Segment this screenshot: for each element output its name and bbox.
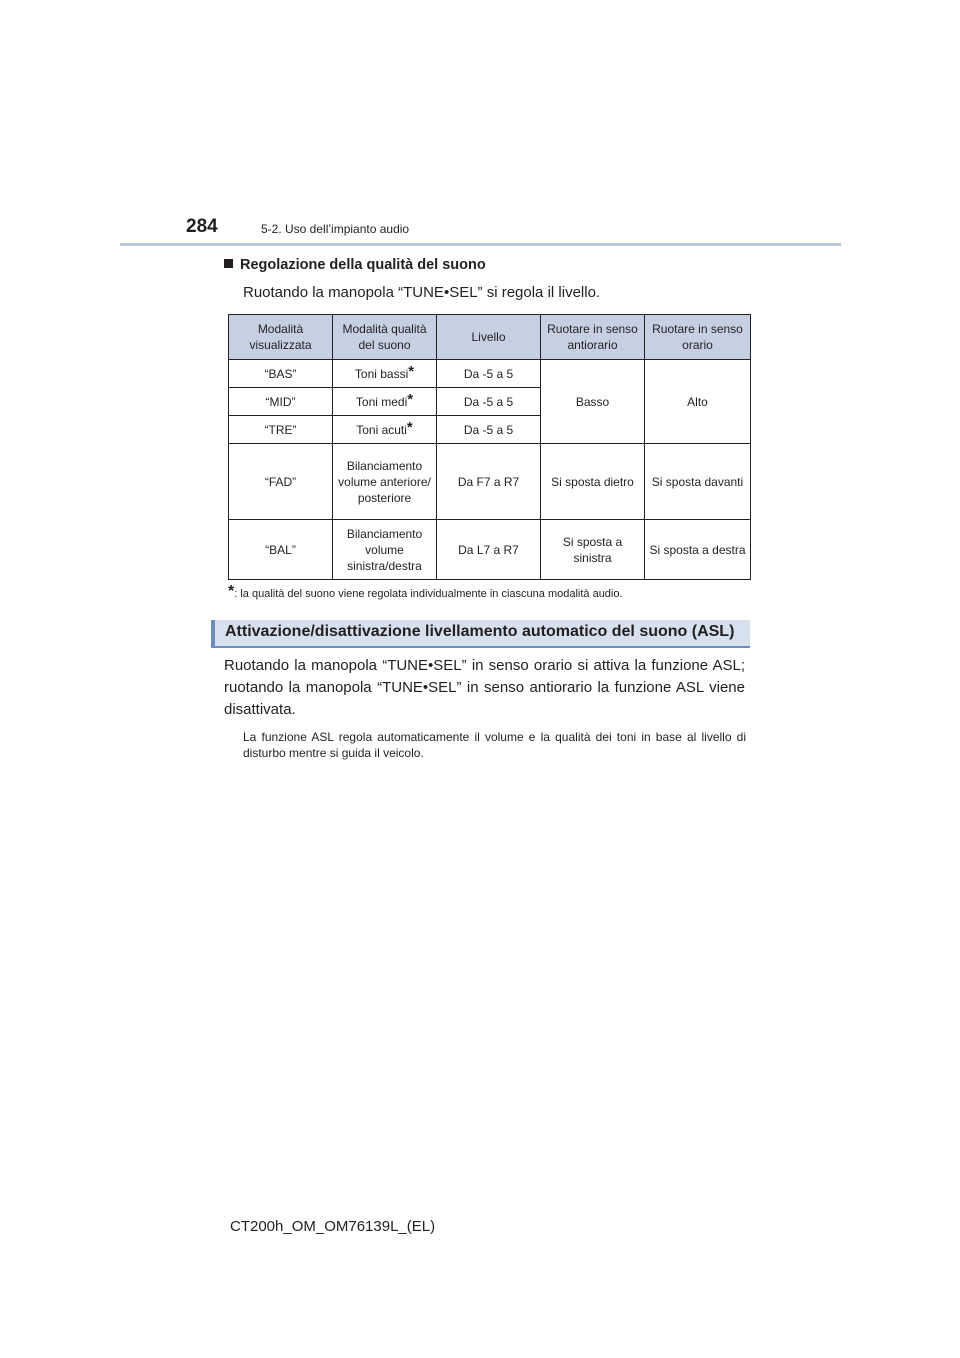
cell-quality xyxy=(333,416,437,444)
cell-mode: “TRE” xyxy=(229,416,333,444)
section-title: Attivazione/disattivazione livellamento automatico del suono (ASL) xyxy=(225,623,735,640)
col-header-counterclockwise: Ruotare in senso antiorario xyxy=(541,315,645,360)
note-paragraph: La funzione ASL regola automaticamente il volume e la qualità dei toni in base al livello di disturbo mentre si guida il veicolo. xyxy=(243,730,746,760)
cell-quality: Bilanciamento volume sinistra/destra xyxy=(333,520,437,580)
footer-code: CT200h_OM_OM76139L_(EL) xyxy=(230,1218,436,1235)
cell-ccw: Si sposta a sinistra xyxy=(541,520,645,580)
cell-quality-text: Toni bassi xyxy=(354,366,409,381)
table-row xyxy=(229,520,751,580)
cell-quality xyxy=(333,388,437,416)
intro-text: Ruotando la manopola “TUNE•SEL” si regola il livello. xyxy=(243,284,601,301)
asterisk-icon: * xyxy=(408,362,415,380)
cell-tone-cw: Alto xyxy=(645,360,751,444)
square-bullet-icon xyxy=(224,259,233,268)
cell-quality-text: Toni medi xyxy=(355,394,408,409)
cell-mode: “BAL” xyxy=(229,520,333,580)
cell-level: Da -5 a 5 xyxy=(437,416,541,444)
cell-mode: “FAD” xyxy=(229,444,333,520)
asterisk-icon: * xyxy=(406,418,413,436)
section-banner xyxy=(211,620,750,648)
sub-heading-text: Regolazione della qualità del suono xyxy=(240,257,486,273)
header-rule xyxy=(120,243,841,246)
col-header-level: Livello xyxy=(437,315,541,360)
asterisk-icon: * xyxy=(407,390,414,408)
cell-level: Da L7 a R7 xyxy=(437,520,541,580)
cell-level: Da -5 a 5 xyxy=(437,388,541,416)
footnote-text: : la qualità del suono viene regolata individualmente in ciascuna modalità audio. xyxy=(234,588,623,600)
section-label: 5-2. Uso dell’impianto audio xyxy=(261,222,410,236)
cell-ccw: Si sposta dietro xyxy=(541,444,645,520)
col-header-clockwise: Ruotare in senso orario xyxy=(645,315,751,360)
cell-quality xyxy=(333,360,437,388)
table-row xyxy=(229,360,751,388)
asterisk-icon: * xyxy=(228,583,235,600)
body-paragraph: Ruotando la manopola “TUNE•SEL” in senso orario si attiva la funzione ASL; ruotando la manopola “TUNE•SEL” in senso antiorario la funzione ASL viene disattivata. xyxy=(224,657,745,718)
footnote xyxy=(228,583,623,600)
cell-cw: Si sposta a destra xyxy=(645,520,751,580)
table-row xyxy=(229,444,751,520)
table-header-row xyxy=(229,315,751,360)
cell-cw: Si sposta davanti xyxy=(645,444,751,520)
sub-heading xyxy=(224,257,486,273)
cell-level: Da F7 a R7 xyxy=(437,444,541,520)
cell-mode: “MID” xyxy=(229,388,333,416)
cell-level: Da -5 a 5 xyxy=(437,360,541,388)
sound-quality-table xyxy=(228,314,751,580)
cell-quality-text: Toni acuti xyxy=(356,422,407,437)
col-header-quality-mode: Modalità qualità del suono xyxy=(333,315,437,360)
cell-tone-ccw: Basso xyxy=(541,360,645,444)
page-number: 284 xyxy=(186,216,218,237)
col-header-display-mode: Modalità visualizzata xyxy=(229,315,333,360)
cell-quality: Bilanciamento volume anteriore/ posteriore xyxy=(333,444,437,520)
cell-mode: “BAS” xyxy=(229,360,333,388)
